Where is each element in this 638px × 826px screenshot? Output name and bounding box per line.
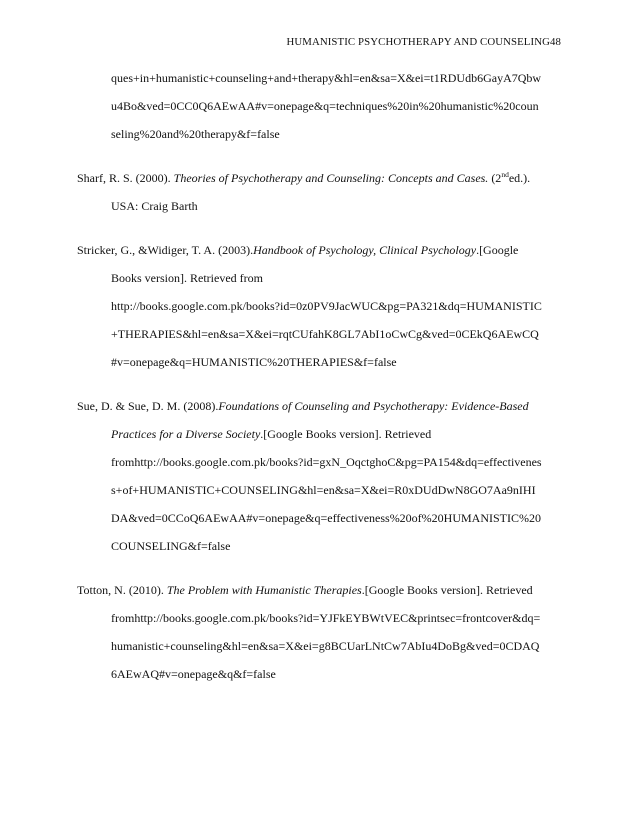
- edition-superscript: nd: [501, 170, 509, 179]
- reference-url-line: humanistic+counseling&hl=en&sa=X&ei=g8BCUarLNtCw7AbIu4DoBg&ved=0CDAQ: [111, 639, 540, 653]
- reference-line: ques+in+humanistic+counseling+and+therapy&hl=en&sa=X&ei=t1RDUdb6GayA7Qbw: [111, 71, 542, 85]
- reference-entry-totton: [77, 583, 577, 695]
- reference-source: .[Google Books version]. Retrieved: [361, 583, 533, 597]
- reference-line: seling%20and%20therapy&f=false: [111, 127, 280, 141]
- reference-source: .[Google: [476, 243, 519, 257]
- reference-title: The Problem with Humanistic Therapies: [166, 583, 362, 597]
- reference-title: Foundations of Counseling and Psychotherapy: Evidence-Based: [218, 399, 529, 413]
- reference-edition: (2: [488, 171, 502, 185]
- reference-first-line: [77, 171, 577, 199]
- reference-title-cont: Practices for a Diverse Society: [111, 427, 261, 441]
- reference-url-line: fromhttp://books.google.com.pk/books?id=gxN_OqctghoC&pg=PA154&dq=effectivenes: [111, 455, 542, 469]
- reference-url-line: +THERAPIES&hl=en&sa=X&ei=rqtCUfahK8GL7AbI1oCwCg&ved=0CEkQ6AEwCQ: [111, 327, 539, 341]
- reference-url-line: 6AEwAQ#v=onepage&q&f=false: [111, 667, 276, 681]
- reference-url-line: #v=onepage&q=HUMANISTIC%20THERAPIES&f=false: [111, 355, 397, 369]
- reference-authors-date: Sharf, R. S. (2000).: [77, 171, 174, 185]
- page-number: 48: [550, 36, 561, 48]
- reference-url-line: COUNSELING&f=false: [111, 539, 231, 553]
- reference-title: Theories of Psychotherapy and Counseling: Concepts and Cases.: [173, 171, 489, 185]
- reference-list: [77, 71, 577, 695]
- reference-url-line: http://books.google.com.pk/books?id=0z0PV9JacWUC&pg=PA321&dq=HUMANISTIC: [111, 299, 542, 313]
- running-head-title: HUMANISTIC PSYCHOTHERAPY AND COUNSELING: [286, 36, 550, 48]
- reference-title: Handbook of Psychology, Clinical Psychology: [253, 243, 477, 257]
- reference-url-line: s+of+HUMANISTIC+COUNSELING&hl=en&sa=X&ei=R0xDUdDwN8GO7Aa9nIHI: [111, 483, 536, 497]
- reference-first-line: [77, 399, 577, 427]
- reference-entry-sharf: [77, 171, 577, 227]
- reference-line: u4Bo&ved=0CC0Q6AEwAA#v=onepage&q=techniques%20in%20humanistic%20coun: [111, 99, 539, 113]
- reference-url-line: fromhttp://books.google.com.pk/books?id=YJFkEYBWtVEC&printsec=frontcover&dq=: [111, 611, 541, 625]
- reference-line: [77, 427, 577, 455]
- running-head: [286, 36, 561, 48]
- reference-source: .[Google Books version]. Retrieved: [260, 427, 432, 441]
- reference-authors-date: Stricker, G., &Widiger, T. A. (2003).: [77, 243, 254, 257]
- reference-line: USA: Craig Barth: [111, 199, 198, 213]
- reference-first-line: [77, 583, 577, 611]
- reference-first-line: [77, 243, 577, 271]
- reference-authors-date: Totton, N. (2010).: [77, 583, 167, 597]
- reference-edition-suffix: ed.).: [508, 171, 531, 185]
- reference-line: Books version]. Retrieved from: [111, 271, 263, 285]
- reference-authors-date: Sue, D. & Sue, D. M. (2008).: [77, 399, 219, 413]
- reference-url-line: DA&ved=0CCoQ6AEwAA#v=onepage&q=effectiveness%20of%20HUMANISTIC%20: [111, 511, 542, 525]
- reference-entry-stricker: [77, 243, 577, 383]
- reference-entry-sue: [77, 399, 577, 567]
- reference-entry-continuation: [77, 71, 577, 155]
